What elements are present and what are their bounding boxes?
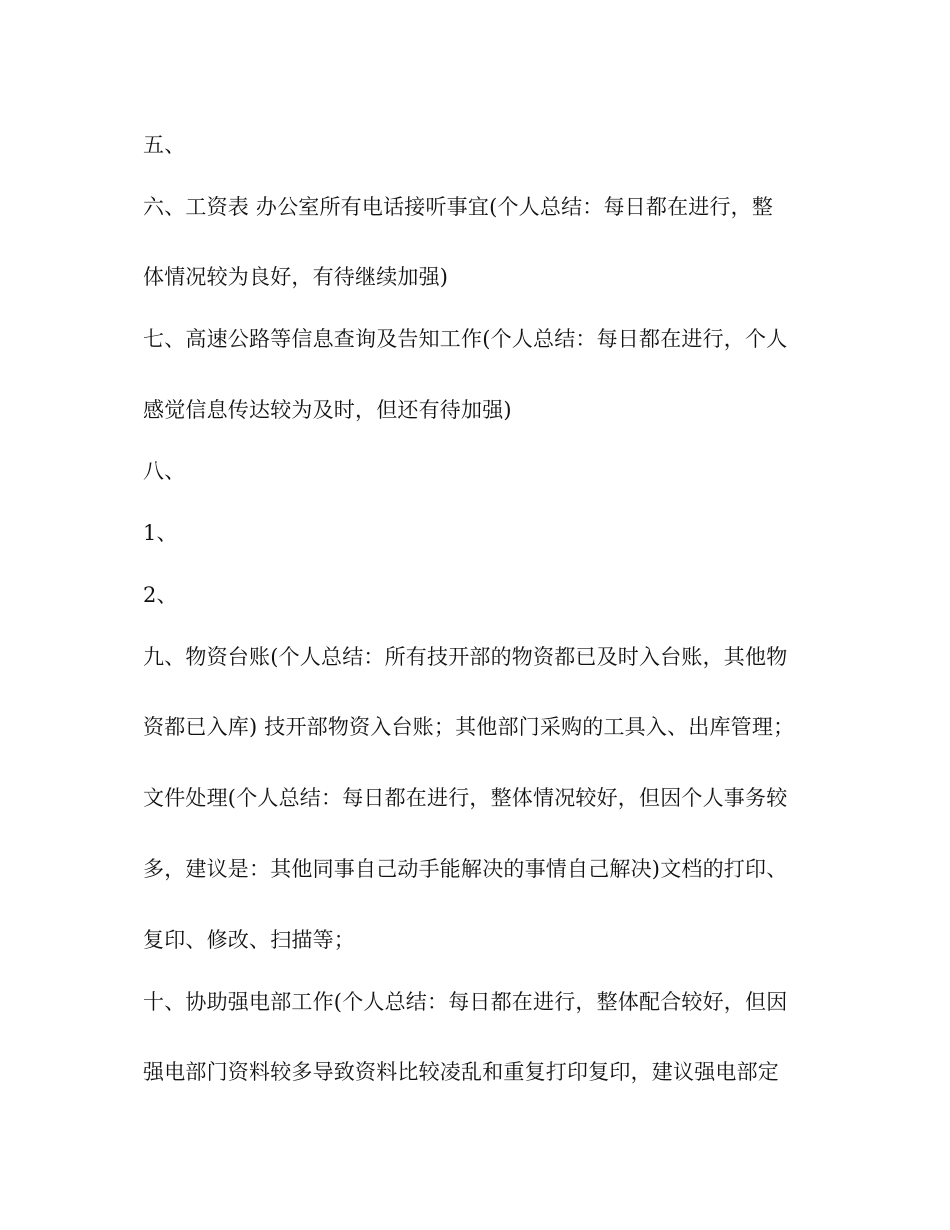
text-line: 复印、修改、扫描等； bbox=[143, 928, 355, 952]
text-line: 体情况较为良好，有待继续加强) bbox=[143, 265, 449, 289]
text-line: 八、 bbox=[143, 459, 186, 483]
text-line: 2、 bbox=[143, 583, 178, 607]
text-line: 九、物资台账(个人总结：所有技开部的物资都已及时入台账，其他物 bbox=[143, 645, 788, 669]
text-line: 资都已入库) 技开部物资入台账；其他部门采购的工具入、出库管理； bbox=[143, 715, 795, 739]
text-line: 十、协助强电部工作(个人总结：每日都在进行，整体配合较好，但因 bbox=[143, 990, 788, 1014]
text-line: 六、工资表 办公室所有电话接听事宜(个人总结：每日都在进行，整 bbox=[143, 195, 774, 219]
text-line: 五、 bbox=[143, 133, 186, 157]
text-line: 多，建议是：其他同事自己动手能解决的事情自己解决)文档的打印、 bbox=[143, 857, 788, 881]
text-line: 强电部门资料较多导致资料比较凌乱和重复打印复印，建议强电部定 bbox=[143, 1060, 779, 1084]
text-line: 文件处理(个人总结：每日都在进行，整体情况较好，但因个人事务较 bbox=[143, 786, 788, 810]
text-line: 感觉信息传达较为及时，但还有待加强) bbox=[143, 398, 512, 422]
text-line: 七、高速公路等信息查询及告知工作(个人总结：每日都在进行，个人 bbox=[143, 327, 788, 351]
text-line: 1、 bbox=[143, 521, 178, 545]
